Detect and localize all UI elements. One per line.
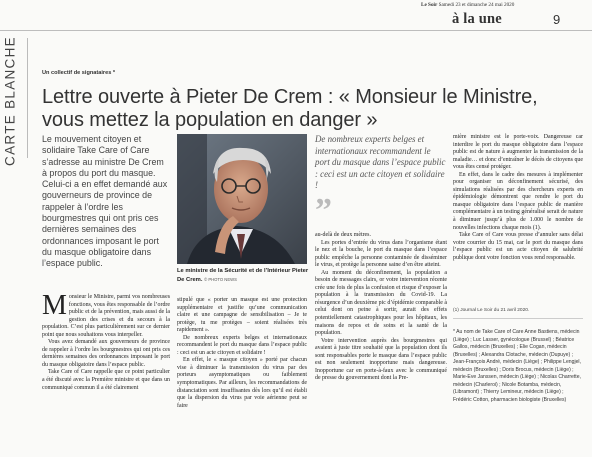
body-paragraph: Votre intervention auprès des bourgmestres qui avaient à juste titre souhaité que la population dont ils sont responsables porte le masque dans l’espace public est non seulement inopportune mais dangereuse. Inopportune car en porte-à-faux avec le communiqué de presse du gouvernement dont la Pre- — [315, 337, 447, 382]
body-paragraph: Vous avez demandé aux gouverneurs de province de rappeler à l’ordre les bourgmestres qui ont pris ces dernières semaines des ordonnances imposant le port du masque obligatoire dans l’espace public. — [42, 339, 170, 368]
header-divider — [0, 30, 592, 31]
signatories-note: * Au nom de Take Care of Care Anne Bastiens, médecin (Liège) ; Luc Lasser, gynécologue (Brussel) ; Béatrice Gallos, médecin (Bruxelles) ; Elie Cogan, médecin (Bruxelles) ; Alexandra Clotache, médecin (Dupuye) ; Jean-François André, médecin (Liège) ; Philippe Lengjel, médecin (Bruxelles) ; Doris Brocus, médecin (Liège) ; Marie-Eve Janssen, médecin (Liège) ; Nicolas Charrette, médecin (Charleroi) ; Nicole Botamba, médecin, (Libramont) ; Thierry Lemineur, médecin (Liège) ; Frédéric Cotton, pharmacien biologiste (Bruxelles) — [453, 329, 581, 403]
lead-paragraph: Le mouvement citoyen et solidaire Take Care of Care s’adresse au ministre De Crem à propos du port du masque. Celui-ci a en effet demandé aux gouverneurs de province de rappeler à l’ordre les bourgmestres qui ont pris ces dernières semaines des ordonnances imposant le port du masque obligatoire dans l’espace public. — [42, 134, 168, 269]
body-paragraph: Les portes d’entrée du virus dans l’organisme étant le nez et la bouche, le port du masque dans l’espace public empêche la personne contaminée de disséminer le virus, et protège la personne saine d’en être atteint. — [315, 239, 447, 269]
section-title: à la une — [452, 11, 502, 27]
body-column-1 — [42, 290, 170, 392]
body-paragraph: stipulé que « porter un masque est une protection supplémentaire et justifie qu’une communication claire et une campagne de sensibilisation – Je te protège, tu me protèges – soient réalisées très rapidement ». — [177, 297, 307, 334]
body-paragraph: En effet, le « masque citoyen » porté par chacun vise à diminuer la transmission du virus par des porteurs asymptomatiques ou faiblement symptomatiques. Par ailleurs, les recommandations de distanciation sont insuffisantes dès lors qu’il est établi que la dispersion du virus par voie aérienne peut se faire — [177, 357, 307, 409]
body-paragraph: De nombreux experts belges et internationaux recommandent le port du masque dans l’espace public : ceci est un acte citoyen et solidaire ! — [177, 334, 307, 356]
drop-cap: M — [42, 290, 67, 321]
pull-quote: De nombreux experts belges et internationaux recommandent le port du masque dans l’espace public : ceci est un acte citoyen et solidaire ! — [315, 134, 446, 190]
body-paragraph: Au moment du déconfinement, la population a besoin de messages clairs, or votre intervention récente crée une fois de plus la confusion et risque d’exposer la population à la transmission du Covid-19. La résurgence d’un deuxième pic d’épidémie comparable à celui dont on peine à sortir, aurait des effets potentiellement catastrophiques pour les hôpitaux, les maisons de repos et de soins et la santé de la population. — [315, 269, 447, 337]
rubric-label — [0, 37, 22, 165]
issue-date: Samedi 23 et dimanche 24 mai 2020 — [438, 2, 515, 8]
photo-caption — [177, 268, 312, 284]
body-paragraph: Take Care of Care rappelle que ce point particulier a été discuté avec la Première ministre et que dans un communiqué commun il a été clairement — [42, 369, 170, 391]
quote-mark-icon: ” — [315, 192, 332, 229]
photo-credit: © PHOTO NEWS — [204, 276, 237, 282]
headline: Lettre ouverte à Pieter De Crem : « Monsieur le Ministre, vous mettez la population en danger » — [42, 86, 538, 131]
body-column-3 — [315, 232, 447, 383]
body-paragraph: Take Care of Care vous presse d’annuler sans délai votre courrier du 15 mai, car le port du masque dans l’espace public est un acte citoyen de salubrité publique dont votre fonction vous rend responsable. — [453, 232, 583, 261]
body-column-2 — [177, 297, 307, 410]
paragraph-text: onsieur le Ministre, parmi vos nombreuses fonctions, vous êtes responsable de l’ordre public et de la prévention, mais aussi de la gestion des crises et du secours à la population. C’est plus particulièrement sur ce dernier point que nous souhaitons vous interpeller. — [42, 294, 170, 338]
kicker: Un collectif de signataires * — [42, 70, 116, 76]
newspaper-name: Le Soir — [421, 2, 438, 8]
body-paragraph: En effet, dans le cadre des mesures à implémenter pour organiser un déconfinement sécurisé, des simulations réalisées par des chercheurs experts en épidémiologie démontrent que rendre le port du masque obligatoire dans l’espace public de manière complémentaire à un testing généralisé serait de nature à diminuer jusqu’à plus de 1.000 le nombre de nouvelles infections chaque mois (1). — [453, 171, 583, 231]
rubric-divider — [27, 38, 28, 158]
minister-photo — [177, 134, 307, 264]
signatories-divider — [453, 318, 583, 319]
body-paragraph: au-delà de deux mètres. — [315, 232, 371, 238]
footnote: (1) Journal Le Soir du 21 avril 2020. — [453, 308, 530, 313]
page-number: 9 — [553, 12, 561, 27]
body-paragraph: mière ministre est le porte-voix. Dangereuse car interdire le port du masque obligatoire dans l’espace public est de nature à augmenter la transmission de la maladie… et donc d’entraîner le décès de citoyens que vous êtes censé protéger. — [453, 134, 583, 171]
portrait-photo-icon — [177, 134, 307, 264]
body-column-4 — [453, 134, 583, 262]
masthead-meta — [421, 2, 514, 8]
caption-text: Le ministre de la Sécurité et de l’Intérieur Pieter De Crem. — [177, 268, 309, 283]
rubric-text: CARTE BLANCHE — [2, 36, 18, 166]
body-paragraph — [42, 290, 170, 339]
